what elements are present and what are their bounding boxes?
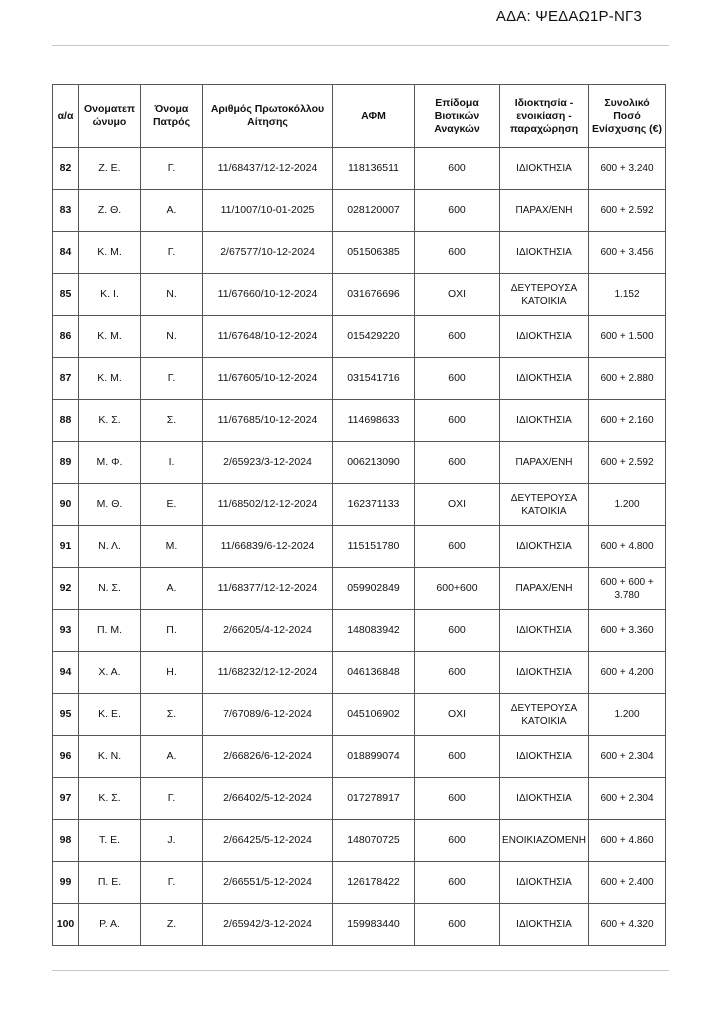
cell-allowance: 600 xyxy=(415,904,500,946)
col-header-father: Όνομα Πατρός xyxy=(141,85,203,148)
cell-total: 1.200 xyxy=(589,694,666,736)
cell-total: 600 + 4.320 xyxy=(589,904,666,946)
cell-father: Σ. xyxy=(141,694,203,736)
col-header-allowance: Επίδομα Βιοτικών Αναγκών xyxy=(415,85,500,148)
cell-afm: 159983440 xyxy=(333,904,415,946)
cell-name: Ζ. Θ. xyxy=(79,190,141,232)
cell-allowance: 600 xyxy=(415,862,500,904)
cell-allowance: 600 xyxy=(415,652,500,694)
cell-afm: 017278917 xyxy=(333,778,415,820)
cell-ownership: ΠΑΡΑΧ/ΕΝΗ xyxy=(500,442,589,484)
cell-aa: 94 xyxy=(53,652,79,694)
table-row xyxy=(53,652,666,694)
table-row xyxy=(53,442,666,484)
cell-aa: 98 xyxy=(53,820,79,862)
cell-total: 600 + 2.880 xyxy=(589,358,666,400)
table-header xyxy=(53,85,666,148)
cell-name: Ν. Σ. xyxy=(79,568,141,610)
cell-afm: 018899074 xyxy=(333,736,415,778)
cell-father: J. xyxy=(141,820,203,862)
cell-father: Γ. xyxy=(141,232,203,274)
cell-aa: 91 xyxy=(53,526,79,568)
cell-total: 600 + 4.860 xyxy=(589,820,666,862)
cell-total: 1.152 xyxy=(589,274,666,316)
cell-afm: 031676696 xyxy=(333,274,415,316)
table-row xyxy=(53,904,666,946)
document-ada-code: ΑΔΑ: ΨΕΔΑΩ1Ρ-ΝΓ3 xyxy=(495,8,642,25)
cell-name: Ρ. Α. xyxy=(79,904,141,946)
table-row xyxy=(53,736,666,778)
cell-aa: 88 xyxy=(53,400,79,442)
cell-aa: 84 xyxy=(53,232,79,274)
cell-ownership: ΔΕΥΤΕΡΟΥΣΑ ΚΑΤΟΙΚΙΑ xyxy=(500,274,589,316)
cell-allowance: ΟΧΙ xyxy=(415,274,500,316)
cell-allowance: 600 xyxy=(415,526,500,568)
cell-allowance: 600 xyxy=(415,190,500,232)
cell-father: Ν. xyxy=(141,274,203,316)
cell-father: Ζ. xyxy=(141,904,203,946)
cell-father: Α. xyxy=(141,568,203,610)
cell-name: Κ. Ν. xyxy=(79,736,141,778)
cell-aa: 97 xyxy=(53,778,79,820)
cell-afm: 115151780 xyxy=(333,526,415,568)
cell-name: Μ. Φ. xyxy=(79,442,141,484)
cell-ownership: ΙΔΙΟΚΤΗΣΙΑ xyxy=(500,736,589,778)
cell-name: Μ. Θ. xyxy=(79,484,141,526)
cell-allowance: 600 xyxy=(415,820,500,862)
beneficiaries-table xyxy=(52,84,666,946)
cell-afm: 006213090 xyxy=(333,442,415,484)
cell-name: Π. Μ. xyxy=(79,610,141,652)
cell-total: 600 + 4.200 xyxy=(589,652,666,694)
cell-afm: 028120007 xyxy=(333,190,415,232)
cell-ownership: ΙΔΙΟΚΤΗΣΙΑ xyxy=(500,148,589,190)
cell-father: Γ. xyxy=(141,148,203,190)
cell-afm: 015429220 xyxy=(333,316,415,358)
cell-ownership: ΙΔΙΟΚΤΗΣΙΑ xyxy=(500,400,589,442)
cell-aa: 86 xyxy=(53,316,79,358)
cell-protocol: 11/68232/12-12-2024 xyxy=(203,652,333,694)
cell-father: Η. xyxy=(141,652,203,694)
cell-aa: 83 xyxy=(53,190,79,232)
cell-protocol: 2/66205/4-12-2024 xyxy=(203,610,333,652)
cell-protocol: 2/66425/5-12-2024 xyxy=(203,820,333,862)
table-row xyxy=(53,694,666,736)
col-header-aa: α/α xyxy=(53,85,79,148)
cell-name: Ν. Λ. xyxy=(79,526,141,568)
cell-father: Γ. xyxy=(141,358,203,400)
cell-total: 600 + 3.240 xyxy=(589,148,666,190)
cell-total: 600 + 3.360 xyxy=(589,610,666,652)
cell-ownership: ΔΕΥΤΕΡΟΥΣΑ ΚΑΤΟΙΚΙΑ xyxy=(500,694,589,736)
cell-total: 1.200 xyxy=(589,484,666,526)
cell-ownership: ΙΔΙΟΚΤΗΣΙΑ xyxy=(500,232,589,274)
cell-ownership: ΙΔΙΟΚΤΗΣΙΑ xyxy=(500,652,589,694)
table-row xyxy=(53,610,666,652)
cell-afm: 051506385 xyxy=(333,232,415,274)
cell-protocol: 7/67089/6-12-2024 xyxy=(203,694,333,736)
cell-aa: 92 xyxy=(53,568,79,610)
table-row xyxy=(53,190,666,232)
table-row xyxy=(53,358,666,400)
cell-father: Ι. xyxy=(141,442,203,484)
cell-father: Α. xyxy=(141,736,203,778)
cell-total: 600 + 2.592 xyxy=(589,190,666,232)
cell-name: Χ. Α. xyxy=(79,652,141,694)
cell-total: 600 + 2.304 xyxy=(589,778,666,820)
cell-protocol: 11/67685/10-12-2024 xyxy=(203,400,333,442)
cell-total: 600 + 3.456 xyxy=(589,232,666,274)
cell-aa: 89 xyxy=(53,442,79,484)
cell-aa: 96 xyxy=(53,736,79,778)
cell-allowance: 600 xyxy=(415,400,500,442)
cell-protocol: 2/65923/3-12-2024 xyxy=(203,442,333,484)
table-row xyxy=(53,526,666,568)
cell-afm: 148070725 xyxy=(333,820,415,862)
table-row xyxy=(53,400,666,442)
table-row xyxy=(53,778,666,820)
cell-father: Ε. xyxy=(141,484,203,526)
col-header-afm: ΑΦΜ xyxy=(333,85,415,148)
cell-ownership: ΙΔΙΟΚΤΗΣΙΑ xyxy=(500,358,589,400)
cell-allowance: 600 xyxy=(415,442,500,484)
cell-protocol: 2/66551/5-12-2024 xyxy=(203,862,333,904)
cell-name: Τ. Ε. xyxy=(79,820,141,862)
cell-protocol: 2/66402/5-12-2024 xyxy=(203,778,333,820)
cell-allowance: 600 xyxy=(415,358,500,400)
table-row xyxy=(53,484,666,526)
cell-aa: 100 xyxy=(53,904,79,946)
cell-name: Κ. Μ. xyxy=(79,358,141,400)
cell-protocol: 2/67577/10-12-2024 xyxy=(203,232,333,274)
col-header-name: Ονοματεπ ώνυμο xyxy=(79,85,141,148)
cell-name: Κ. Σ. xyxy=(79,778,141,820)
cell-protocol: 2/65942/3-12-2024 xyxy=(203,904,333,946)
cell-aa: 95 xyxy=(53,694,79,736)
table-row xyxy=(53,232,666,274)
cell-total: 600 + 4.800 xyxy=(589,526,666,568)
cell-protocol: 11/67605/10-12-2024 xyxy=(203,358,333,400)
cell-ownership: ΙΔΙΟΚΤΗΣΙΑ xyxy=(500,316,589,358)
cell-aa: 82 xyxy=(53,148,79,190)
cell-afm: 031541716 xyxy=(333,358,415,400)
cell-protocol: 11/67648/10-12-2024 xyxy=(203,316,333,358)
cell-afm: 126178422 xyxy=(333,862,415,904)
cell-ownership: ΠΑΡΑΧ/ΕΝΗ xyxy=(500,568,589,610)
cell-aa: 87 xyxy=(53,358,79,400)
table-row xyxy=(53,820,666,862)
cell-ownership: ΙΔΙΟΚΤΗΣΙΑ xyxy=(500,778,589,820)
cell-protocol: 11/1007/10-01-2025 xyxy=(203,190,333,232)
cell-allowance: 600 xyxy=(415,148,500,190)
footer-divider xyxy=(52,970,669,971)
cell-father: Μ. xyxy=(141,526,203,568)
cell-total: 600 + 600 + 3.780 xyxy=(589,568,666,610)
cell-name: Κ. Μ. xyxy=(79,232,141,274)
cell-allowance: 600+600 xyxy=(415,568,500,610)
cell-afm: 118136511 xyxy=(333,148,415,190)
cell-ownership: ΙΔΙΟΚΤΗΣΙΑ xyxy=(500,862,589,904)
cell-allowance: 600 xyxy=(415,610,500,652)
cell-aa: 93 xyxy=(53,610,79,652)
cell-father: Α. xyxy=(141,190,203,232)
cell-protocol: 11/66839/6-12-2024 xyxy=(203,526,333,568)
cell-father: Γ. xyxy=(141,778,203,820)
cell-name: Ζ. Ε. xyxy=(79,148,141,190)
cell-aa: 99 xyxy=(53,862,79,904)
cell-name: Κ. Ε. xyxy=(79,694,141,736)
cell-allowance: 600 xyxy=(415,232,500,274)
table-row xyxy=(53,274,666,316)
cell-name: Κ. Σ. xyxy=(79,400,141,442)
cell-allowance: 600 xyxy=(415,736,500,778)
cell-total: 600 + 1.500 xyxy=(589,316,666,358)
cell-total: 600 + 2.592 xyxy=(589,442,666,484)
cell-afm: 114698633 xyxy=(333,400,415,442)
table-row xyxy=(53,862,666,904)
cell-allowance: ΟΧΙ xyxy=(415,694,500,736)
cell-protocol: 11/68437/12-12-2024 xyxy=(203,148,333,190)
cell-father: Ν. xyxy=(141,316,203,358)
cell-protocol: 11/68377/12-12-2024 xyxy=(203,568,333,610)
cell-afm: 046136848 xyxy=(333,652,415,694)
table-body xyxy=(53,148,666,946)
cell-name: Κ. Ι. xyxy=(79,274,141,316)
cell-protocol: 11/68502/12-12-2024 xyxy=(203,484,333,526)
header-row xyxy=(53,85,666,148)
table-row xyxy=(53,316,666,358)
cell-aa: 90 xyxy=(53,484,79,526)
cell-name: Π. Ε. xyxy=(79,862,141,904)
cell-father: Σ. xyxy=(141,400,203,442)
cell-ownership: ΙΔΙΟΚΤΗΣΙΑ xyxy=(500,526,589,568)
cell-afm: 148083942 xyxy=(333,610,415,652)
col-header-ownership: Ιδιοκτησία - ενοικίαση - παραχώρηση xyxy=(500,85,589,148)
cell-allowance: ΟΧΙ xyxy=(415,484,500,526)
cell-ownership: ΕΝΟΙΚΙΑΖΟΜΕΝΗ xyxy=(500,820,589,862)
cell-protocol: 2/66826/6-12-2024 xyxy=(203,736,333,778)
cell-ownership: ΙΔΙΟΚΤΗΣΙΑ xyxy=(500,904,589,946)
header-divider xyxy=(52,45,669,46)
cell-protocol: 11/67660/10-12-2024 xyxy=(203,274,333,316)
cell-allowance: 600 xyxy=(415,778,500,820)
cell-total: 600 + 2.304 xyxy=(589,736,666,778)
cell-ownership: ΠΑΡΑΧ/ΕΝΗ xyxy=(500,190,589,232)
table-row xyxy=(53,148,666,190)
cell-afm: 059902849 xyxy=(333,568,415,610)
cell-allowance: 600 xyxy=(415,316,500,358)
cell-afm: 162371133 xyxy=(333,484,415,526)
col-header-total: Συνολικό Ποσό Ενίσχυσης (€) xyxy=(589,85,666,148)
cell-father: Π. xyxy=(141,610,203,652)
cell-aa: 85 xyxy=(53,274,79,316)
cell-ownership: ΙΔΙΟΚΤΗΣΙΑ xyxy=(500,610,589,652)
cell-father: Γ. xyxy=(141,862,203,904)
cell-ownership: ΔΕΥΤΕΡΟΥΣΑ ΚΑΤΟΙΚΙΑ xyxy=(500,484,589,526)
cell-total: 600 + 2.160 xyxy=(589,400,666,442)
col-header-protocol: Αριθμός Πρωτοκόλλου Αίτησης xyxy=(203,85,333,148)
cell-afm: 045106902 xyxy=(333,694,415,736)
table-row xyxy=(53,568,666,610)
cell-name: Κ. Μ. xyxy=(79,316,141,358)
cell-total: 600 + 2.400 xyxy=(589,862,666,904)
